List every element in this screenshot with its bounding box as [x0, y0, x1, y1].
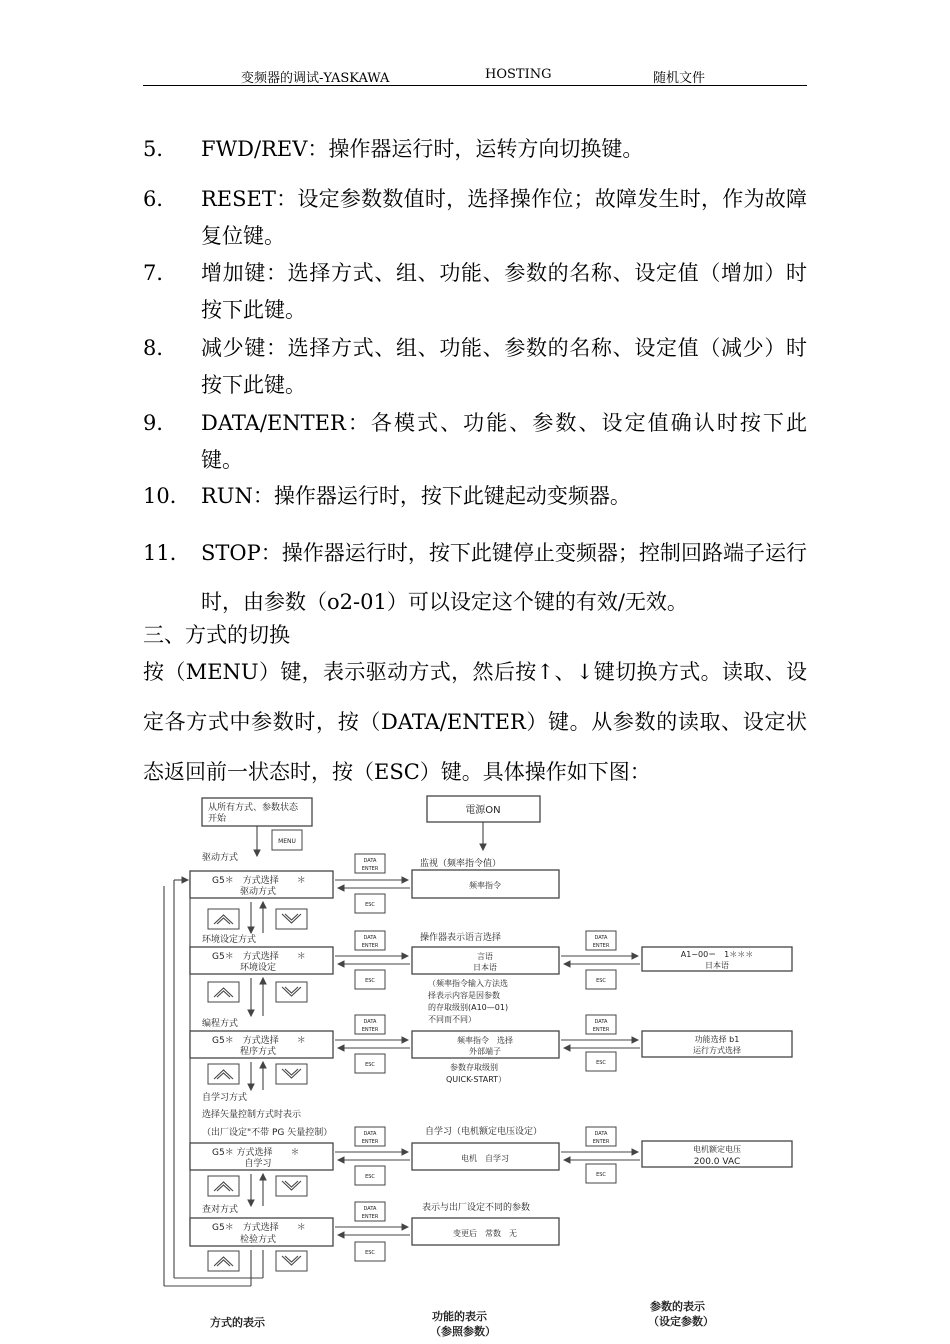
footer-params-note: （设定参数） — [648, 1315, 714, 1328]
enter-key-label: ENTER — [361, 1027, 379, 1033]
mode-title: 环境设定方式 — [202, 935, 257, 945]
up-key — [208, 1064, 239, 1084]
up-key — [208, 909, 239, 929]
esc-key-label: ESC — [365, 1174, 375, 1180]
function-line1: 言语 — [477, 952, 493, 961]
function-line1: 频率指令 选择 — [457, 1036, 513, 1045]
list-item — [143, 405, 807, 479]
list-item — [143, 330, 807, 404]
enter-key-label: ENTER — [361, 1214, 379, 1220]
param-line2: 200.0 VAC — [693, 1157, 741, 1167]
prog-note-line: 参数存取级别 — [450, 1063, 498, 1072]
function-title: 表示与出厂设定不同的参数 — [422, 1203, 531, 1213]
footer-functions-label: 功能的表示 — [432, 1310, 487, 1323]
function-line1: 变更后 常数 无 — [453, 1229, 517, 1238]
mode-line2: 检验方式 — [239, 1235, 277, 1245]
env-note-line: 择表示内容是因参数 — [428, 991, 500, 1000]
esc-key-label: ESC — [596, 1172, 606, 1178]
list-item — [143, 181, 807, 255]
down-key — [276, 982, 307, 1002]
start-box-line1: 从所有方式、参数状态 — [208, 803, 299, 813]
footer-modes-label: 方式的表示 — [210, 1316, 265, 1329]
mode-line1: G5＊ 方式选择 ＊ — [212, 1036, 306, 1046]
list-number: 8． — [143, 336, 178, 360]
enter-key-label: ENTER — [361, 866, 379, 872]
function-line1: 电机 自学习 — [461, 1154, 509, 1163]
list-text: STOP：操作器运行时，按下此键停止变频器；控制回路端子运行时，由参数（o2-01）可以设定这个键的有效/无效。 — [201, 541, 807, 614]
mode-switch-diagram — [150, 790, 810, 1342]
env-note-line: 不同而不同） — [428, 1015, 476, 1024]
param-line1: 功能选择 b1 — [694, 1035, 740, 1044]
list-number: 7． — [143, 261, 178, 285]
mode-title: 自学习方式 — [202, 1093, 248, 1103]
mode-line2: 驱动方式 — [239, 887, 277, 897]
esc-key-label: ESC — [365, 1062, 375, 1068]
prog-note-line: QUICK-START） — [446, 1075, 507, 1084]
autotune-note: （出厂设定"不带 PG 矢量控制） — [202, 1128, 333, 1138]
esc-key-label: ESC — [596, 978, 606, 984]
esc-key-label: ESC — [596, 1060, 606, 1066]
function-line2: 外部端子 — [469, 1047, 501, 1056]
mode-line1: G5＊ 方式选择 ＊ — [212, 952, 306, 962]
data-key-label: DATA — [594, 935, 608, 941]
mode-line2: 环境设定 — [239, 963, 277, 973]
function-title: 操作器表示语言选择 — [420, 933, 502, 943]
header-right: 随机文件 — [653, 71, 706, 86]
list-item — [143, 255, 807, 329]
data-key-label: DATA — [594, 1131, 608, 1137]
param-line1: A1−00＝ 1＊＊＊ — [680, 950, 754, 959]
list-number: 5． — [143, 137, 178, 161]
enter-key-label: ENTER — [592, 1139, 610, 1145]
header-center: HOSTING — [485, 67, 552, 82]
up-key — [208, 1251, 239, 1271]
esc-key-label: ESC — [365, 978, 375, 984]
list-item — [143, 529, 807, 627]
enter-key-label: ENTER — [592, 943, 610, 949]
list-text: DATA/ENTER：各模式、功能、参数、设定值确认时按下此键。 — [201, 411, 807, 472]
mode-line1: G5＊ 方式选择 ＊ — [212, 1148, 300, 1158]
env-note-line: 的存取级别(A10—01) — [428, 1003, 509, 1012]
section-title: 三、方式的切换 — [143, 623, 290, 647]
list-text: 增加键：选择方式、组、功能、参数的名称、设定值（增加）时按下此键。 — [201, 261, 807, 322]
header-left: 变频器的调试-YASKAWA — [241, 71, 390, 86]
list-text: FWD/REV：操作器运行时，运转方向切换键。 — [201, 137, 644, 161]
data-key-label: DATA — [594, 1019, 608, 1025]
list-number: 10． — [143, 484, 191, 508]
list-number: 6． — [143, 187, 178, 211]
function-title: 自学习（电机额定电压设定） — [425, 1127, 543, 1137]
list-text: RUN：操作器运行时，按下此键起动变频器。 — [201, 484, 631, 508]
param-line2: 运行方式选择 — [693, 1046, 741, 1055]
autotune-note: 选择矢量控制方式时表示 — [202, 1110, 302, 1120]
param-line2: 日本语 — [705, 961, 729, 970]
list-text: 减少键：选择方式、组、功能、参数的名称、设定值（减少）时按下此键。 — [201, 336, 807, 397]
env-note-line: （频率指令输入方法选 — [428, 979, 508, 988]
data-key-label: DATA — [363, 858, 377, 864]
down-key — [276, 909, 307, 929]
list-number: 9． — [143, 411, 178, 435]
param-line1: 电机额定电压 — [693, 1145, 741, 1154]
esc-key-label: ESC — [365, 902, 375, 908]
function-line2: 日本语 — [473, 963, 497, 972]
menu-key-label: MENU — [278, 838, 296, 845]
data-key-label: DATA — [363, 1206, 377, 1212]
down-key — [276, 1176, 307, 1196]
mode-line1: G5＊ 方式选择 ＊ — [212, 876, 306, 886]
data-key-label: DATA — [363, 935, 377, 941]
down-key — [276, 1064, 307, 1084]
list-text: RESET：设定参数数值时，选择操作位；故障发生时，作为故障复位键。 — [201, 187, 807, 248]
function-line1: 频率指令 — [469, 881, 501, 890]
mode-line2: 程序方式 — [239, 1047, 277, 1057]
down-key — [276, 1251, 307, 1271]
footer-functions-note: （参照参数） — [430, 1325, 496, 1338]
esc-key-label: ESC — [365, 1250, 375, 1256]
up-key — [208, 1176, 239, 1196]
start-box-line2: 开始 — [208, 814, 227, 824]
enter-key-label: ENTER — [592, 1027, 610, 1033]
page-header — [143, 66, 807, 86]
mode-title: 驱动方式 — [202, 853, 239, 863]
body-paragraph: 按（MENU）键，表示驱动方式，然后按↑、↓键切换方式。读取、设定各方式中参数时，按（DATA/ENTER）键。从参数的读取、设定状态返回前一状态时，按（ESC）键。具体操作如下图： — [143, 660, 807, 784]
footer-params-label: 参数的表示 — [650, 1300, 705, 1313]
list-item — [143, 131, 807, 168]
mode-line1: G5＊ 方式选择 ＊ — [212, 1223, 306, 1233]
list-item — [143, 478, 807, 515]
up-key — [208, 982, 239, 1002]
enter-key-label: ENTER — [361, 943, 379, 949]
list-number: 11． — [143, 541, 191, 565]
enter-key-label: ENTER — [361, 1139, 379, 1145]
data-key-label: DATA — [363, 1019, 377, 1025]
mode-line2: 自学习 — [244, 1159, 272, 1169]
mode-title: 编程方式 — [202, 1019, 239, 1029]
function-title: 监视（频率指令值） — [420, 859, 502, 869]
data-key-label: DATA — [363, 1131, 377, 1137]
power-on-label: 電源ON — [465, 805, 501, 816]
mode-title: 查对方式 — [202, 1205, 239, 1215]
